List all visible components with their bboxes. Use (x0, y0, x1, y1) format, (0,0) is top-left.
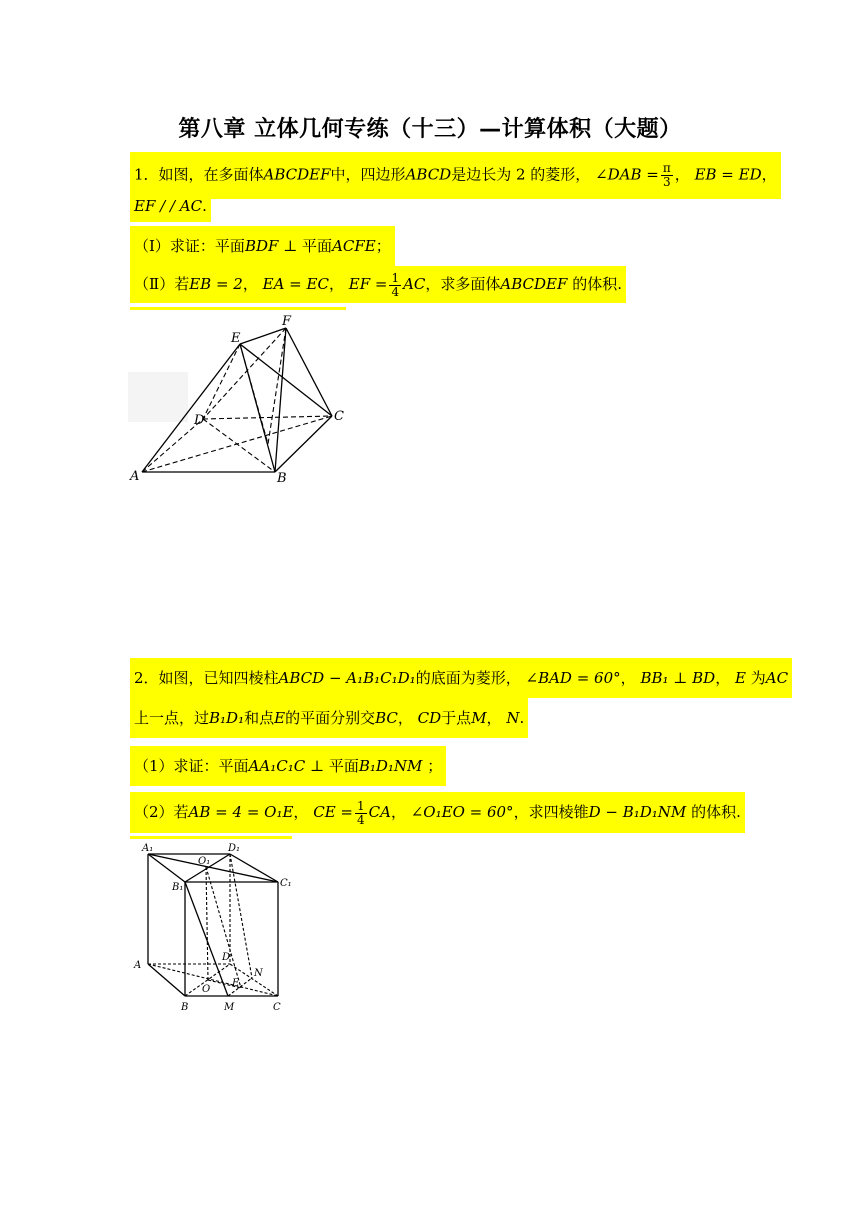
q2-text: ， (715, 669, 731, 687)
q2-perp: BB₁ ⊥ BD (640, 669, 716, 687)
q2-text: 的体积. (691, 803, 741, 821)
q1-line-4 (130, 266, 626, 303)
label-o: O (202, 984, 211, 995)
q2-angle-2: ∠O₁EO = 60° (410, 803, 514, 821)
q2-line-2 (130, 698, 528, 738)
q2-pyramid: D − B₁D₁NM (588, 803, 687, 821)
q1-eb: EB = 2 (189, 275, 243, 293)
q2-text: 上一点，过 (134, 709, 210, 727)
q2-text: 2．如图，已知四棱柱 (134, 669, 279, 687)
q1-ea: EA = EC (262, 275, 329, 293)
q2-text: （1）求证：平面 (134, 757, 249, 775)
q2-fraction (355, 800, 367, 827)
highlight-strip (130, 836, 292, 839)
label-e: E (231, 331, 241, 346)
q2-bc: BC (375, 709, 398, 727)
q1-plane-acfe: ACFE (332, 237, 376, 255)
frac-den: 4 (391, 284, 400, 299)
label-b: B (277, 471, 287, 486)
label-d: D (194, 413, 205, 428)
frac-den: 3 (663, 175, 671, 189)
label-a: A (134, 960, 142, 971)
q2-line-3 (130, 746, 446, 786)
label-f: F (282, 314, 292, 329)
q1-angle: ∠DAB = (595, 165, 659, 184)
q2-text: ， (620, 669, 636, 687)
q2-text: 和点 (244, 709, 275, 727)
q1-ef: EF = (348, 275, 388, 293)
label-o1: O₁ (198, 856, 211, 867)
q2-cd: CD (417, 709, 442, 727)
q1-polyhedron-2: ABCDEF (500, 275, 568, 293)
q1-parallel: EF / / AC (134, 197, 203, 215)
q2-text: ⊥ 平面 (309, 757, 359, 775)
q2-text: . (519, 709, 525, 727)
label-d: D (222, 952, 231, 963)
q1-text: ； (375, 237, 391, 255)
q1-text: ，求多面体 (425, 275, 501, 293)
q1-text: ， (242, 275, 258, 293)
q1-text: 是边长为 2 的菱形， (451, 165, 591, 184)
q2-text: ， (397, 709, 413, 727)
q1-rhombus: ABCD (405, 165, 452, 184)
prism-figure (128, 840, 292, 1018)
q2-text: ， (486, 709, 502, 727)
q2-text: ，求四棱锥 (513, 803, 589, 821)
label-c1: C₁ (280, 878, 292, 889)
q2-b1d1: B₁D₁ (209, 709, 245, 727)
q1-line-3 (130, 226, 395, 266)
frac-num: π (662, 161, 671, 175)
label-c: C (334, 409, 344, 424)
q1-line-1 (130, 152, 781, 199)
q2-text: 为 (750, 669, 766, 687)
q2-plane-b1d1nm: B₁D₁NM (358, 757, 423, 775)
q1-text: ， (761, 165, 777, 184)
q1-ac: AC (403, 275, 426, 293)
frac-num: 1 (356, 798, 365, 813)
label-e: E (232, 978, 240, 989)
label-a: A (130, 469, 140, 484)
q2-prism: ABCD − A₁B₁C₁D₁ (278, 669, 416, 687)
q2-ce: CE = (313, 803, 353, 821)
q1-text: （Ⅱ）若 (134, 275, 190, 293)
label-m: M (224, 1002, 235, 1013)
q2-text: 于点 (441, 709, 472, 727)
page-title: 第八章 立体几何专练（十三）—计算体积（大题） (178, 117, 682, 142)
q2-text: ； (427, 757, 443, 775)
q1-fraction (661, 162, 673, 189)
q1-text: 中，四边形 (330, 165, 406, 184)
label-d1: D₁ (228, 843, 241, 854)
polyhedron-figure (128, 312, 350, 488)
q2-text: ， (390, 803, 406, 821)
label-a1: A₁ (142, 843, 154, 854)
q1-text: ⊥ 平面 (283, 237, 333, 255)
q2-plane-aa1c1c: AA₁C₁C (248, 757, 306, 775)
q1-polyhedron: ABCDEF (263, 165, 331, 184)
highlight-strip (130, 307, 346, 310)
q2-text: ， (293, 803, 309, 821)
q2-angle: ∠BAD = 60° (525, 669, 621, 687)
q1-text: 1．如图，在多面体 (134, 165, 264, 184)
frac-den: 4 (356, 812, 365, 827)
q1-fraction-2 (389, 272, 401, 299)
q2-line-4 (130, 792, 745, 833)
q1-line-2 (130, 190, 211, 222)
q1-text: ， (328, 275, 344, 293)
q1-text: 的体积. (572, 275, 622, 293)
label-b1: B₁ (172, 882, 184, 893)
q2-point-n: N (506, 709, 520, 727)
q2-point-e: E (274, 709, 286, 727)
q2-ab: AB = 4 = O₁E (188, 803, 294, 821)
q1-text: ， (674, 165, 690, 184)
q2-line-1 (130, 658, 792, 698)
q2-text: （2）若 (134, 803, 189, 821)
q1-text: . (202, 197, 207, 215)
q2-ac: AC (765, 669, 789, 687)
q2-point-e: E (735, 669, 746, 687)
q2-text: 的平面分别交 (285, 709, 376, 727)
label-n: N (254, 968, 263, 979)
q2-point-m: M (471, 709, 487, 727)
q1-eq: EB = ED (694, 165, 762, 184)
q1-plane-bdf: BDF (244, 237, 279, 255)
label-b: B (181, 1002, 189, 1013)
frac-num: 1 (391, 270, 400, 285)
q2-ca: CA (368, 803, 391, 821)
q1-text: （Ⅰ）求证：平面 (134, 237, 245, 255)
q2-text: 的底面为菱形， (415, 669, 521, 687)
label-c: C (273, 1002, 281, 1013)
